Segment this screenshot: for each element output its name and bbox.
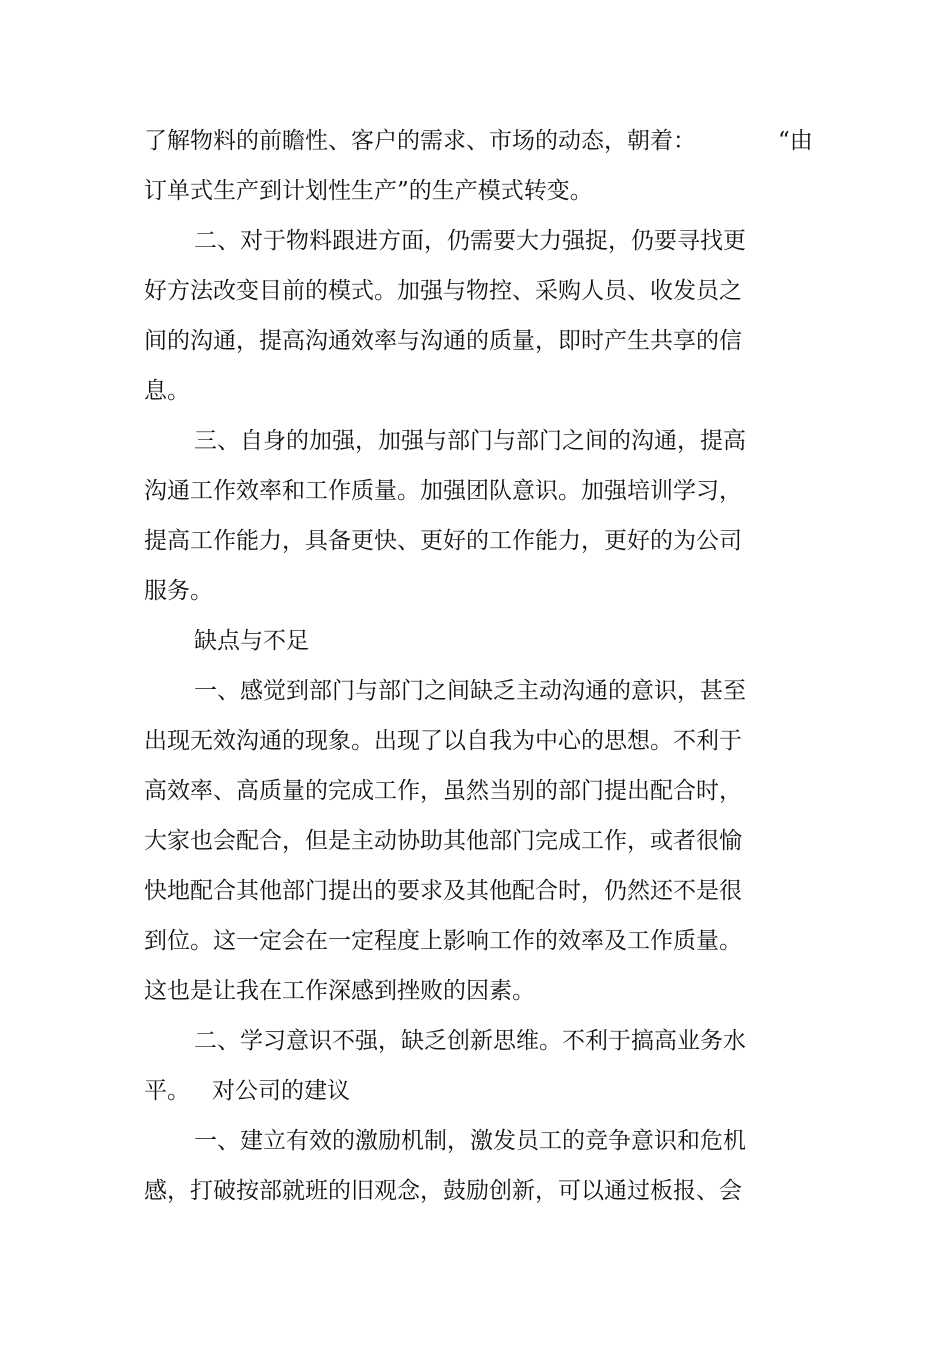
paragraph-first-line: 二、学习意识不强，缺乏创新思维。不利于搞高业务水 <box>194 1028 746 1054</box>
paragraph-first-line: 三、自身的加强，加强与部门与部门之间的沟通，提高 <box>194 428 746 454</box>
text-line: 感，打破按部就班的旧观念，鼓励创新，可以通过板报、会 <box>144 1178 742 1204</box>
text-line: 沟通工作效率和工作质量。加强团队意识。加强培训学习， <box>144 478 742 504</box>
text-line: 出现无效沟通的现象。出现了以自我为中心的思想。不利于 <box>144 728 742 754</box>
text-line: 这也是让我在工作深感到挫败的因素。 <box>144 978 535 1004</box>
text-segment: 了解物料的前瞻性、客户的需求、市场的动态，朝着： <box>144 128 696 154</box>
text-line: 提高工作能力，具备更快、更好的工作能力，更好的为公司 <box>144 528 742 554</box>
paragraph-first-line: 一、建立有效的激励机制，激发员工的竞争意识和危机 <box>194 1128 746 1154</box>
paragraph-first-line: 二、对于物料跟进方面，仍需要大力强捉，仍要寻找更 <box>194 228 746 254</box>
section-heading: 对公司的建议 <box>212 1078 350 1104</box>
paragraph-first-line: 一、感觉到部门与部门之间缺乏主动沟通的意识，甚至 <box>194 678 746 704</box>
text-line: 服务。 <box>144 578 213 604</box>
text-line <box>144 1076 804 1106</box>
text-line: 订单式生产到计划性生产”的生产模式转变。 <box>144 178 593 204</box>
text-line: 大家也会配合，但是主动协助其他部门完成工作，或者很愉 <box>144 828 742 854</box>
text-line: 到位。这一定会在一定程度上影响工作的效率及工作质量。 <box>144 928 742 954</box>
text-line: 息。 <box>144 378 190 404</box>
text-line: 好方法改变目前的模式。加强与物控、采购人员、收发员之 <box>144 278 742 304</box>
text-line <box>144 126 813 156</box>
text-line: 间的沟通，提高沟通效率与沟通的质量，即时产生共享的信 <box>144 328 742 354</box>
section-heading: 缺点与不足 <box>194 628 309 654</box>
text-line: 快地配合其他部门提出的要求及其他配合时，仍然还不是很 <box>144 878 742 904</box>
text-segment: “由 <box>778 128 813 154</box>
text-segment: 平。 <box>144 1078 190 1104</box>
text-line: 高效率、高质量的完成工作，虽然当别的部门提出配合时， <box>144 778 742 804</box>
